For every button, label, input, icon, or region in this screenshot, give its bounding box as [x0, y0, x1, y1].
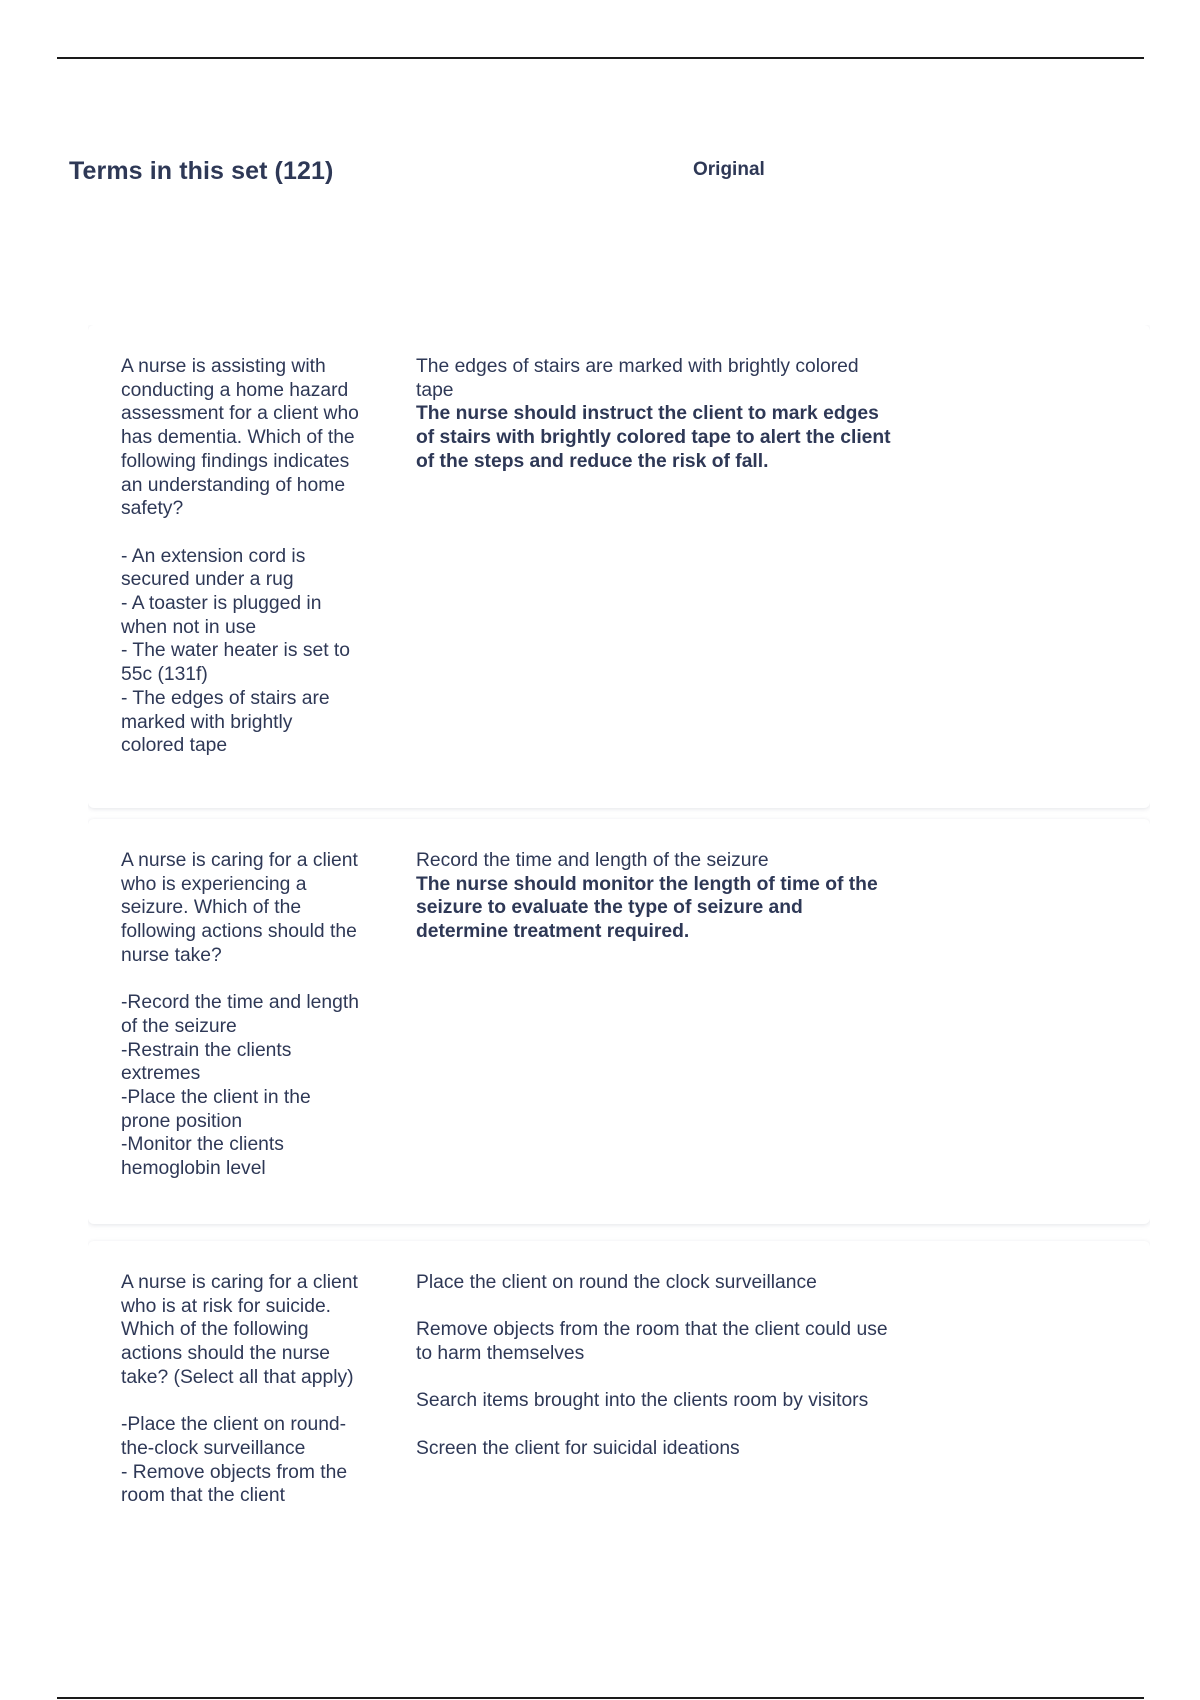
definition-answer: Place the client on round the clock surveillance: [416, 1272, 817, 1293]
term-question: A nurse is caring for a client who is experiencing a seizure. Which of the following actions should the nurse take? -Record the time and length of the seizure -Restrain the clients extremes -Place the client in the prone position -Monitor the clients hemoglobin level: [121, 850, 359, 1180]
term-definition: [416, 355, 896, 474]
term-question: A nurse is caring for a client who is at risk for suicide. Which of the following actions should the nurse take? (Select all that apply) -Place the client on round-the-clock surveillance - Remove objects from the room that the client: [121, 1272, 358, 1507]
term-card: [88, 1241, 1150, 1547]
definition-answer: Remove objects from the room that the client could use to harm themselves: [416, 1319, 888, 1365]
definition-answer: Search items brought into the clients room by visitors: [416, 1390, 869, 1412]
term-card: [88, 325, 1150, 808]
terms-list: [88, 325, 1150, 1547]
definition-rationale: The nurse should instruct the client to mark edges of stairs with brightly colored tape to alert the client of the steps and reduce the risk of fall.: [416, 403, 891, 472]
definition-answer: Screen the client for suicidal ideations: [416, 1437, 740, 1459]
sort-order-label[interactable]: Original: [693, 159, 765, 180]
term-question: A nurse is assisting with conducting a home hazard assessment for a client who has dementia. Which of the following findings indicates an understanding of home safety? - An extension cord is secured under a rug - A toaster is plugged in when not in use - The water heater is set to 55c (131f) - The edges of stairs are marked with brightly colored tape: [121, 356, 359, 757]
term-card: [88, 819, 1150, 1224]
term-definition: [416, 849, 896, 944]
set-title: Terms in this set (121): [69, 157, 334, 185]
definition-answer: Record the time and length of the seizure: [416, 850, 769, 871]
term-definition: [416, 1271, 896, 1484]
bottom-rule: [57, 1697, 1144, 1699]
definition-answer: The edges of stairs are marked with brightly colored tape: [416, 356, 859, 401]
top-rule: [57, 57, 1144, 59]
definition-rationale: The nurse should monitor the length of time of the seizure to evaluate the type of seizure and determine treatment required.: [416, 873, 878, 943]
